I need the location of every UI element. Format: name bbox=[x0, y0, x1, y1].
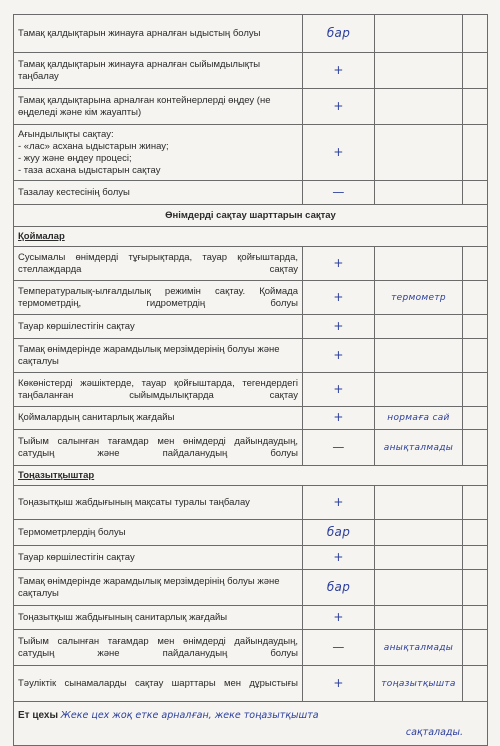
row-extra bbox=[463, 125, 488, 181]
row-extra bbox=[463, 430, 488, 466]
row-mark: — bbox=[303, 181, 375, 205]
row-description: Тоңазытқыш жабдығының санитарлық жағдайы bbox=[14, 606, 303, 630]
row-mark: + bbox=[303, 546, 375, 570]
table-row bbox=[14, 546, 488, 570]
table-row bbox=[14, 89, 488, 125]
desc-line: - таза асхана ыдыстарын сақтау bbox=[18, 164, 161, 176]
row-note bbox=[375, 181, 463, 205]
row-mark: + bbox=[303, 125, 375, 181]
subsection-title-storage: Қоймалар bbox=[14, 227, 488, 247]
table-row bbox=[14, 430, 488, 466]
table-row bbox=[14, 373, 488, 407]
table-row bbox=[14, 486, 488, 520]
row-description: Тамақ қалдықтарын жинауға арналған сыйымдылықты таңбалау bbox=[14, 53, 303, 89]
inspection-table bbox=[13, 14, 488, 746]
footer-cell bbox=[14, 702, 488, 746]
subsection-row bbox=[14, 227, 488, 247]
row-mark: + bbox=[303, 281, 375, 315]
footer-label: Ет цехы bbox=[18, 709, 59, 721]
row-mark: — bbox=[303, 430, 375, 466]
row-extra bbox=[463, 520, 488, 546]
row-mark: бар bbox=[303, 15, 375, 53]
table-row bbox=[14, 125, 488, 181]
row-extra bbox=[463, 666, 488, 702]
row-note bbox=[375, 53, 463, 89]
row-mark: — bbox=[303, 630, 375, 666]
section-row bbox=[14, 205, 488, 227]
desc-line: - жуу және өңдеу процесі; bbox=[18, 152, 132, 164]
row-extra bbox=[463, 15, 488, 53]
row-note: анықталмады bbox=[375, 630, 463, 666]
row-description: Тыйым салынған тағамдар мен өнімдерді дайындаудың, сатудың және пайдаланудың болуы bbox=[14, 630, 303, 666]
row-description: Тәуліктік сынамаларды сақтау шарттары мен дұрыстығы bbox=[14, 666, 303, 702]
table-row bbox=[14, 630, 488, 666]
row-note bbox=[375, 247, 463, 281]
row-mark: + bbox=[303, 606, 375, 630]
row-description: Көкөністерді жәшіктерде, тауар қойғыштарда, тегендердегі таңбаланған сыйымдылықтарда сақтау bbox=[14, 373, 303, 407]
row-description: Тоңазытқыш жабдығының мақсаты туралы таңбалау bbox=[14, 486, 303, 520]
row-extra bbox=[463, 486, 488, 520]
row-extra bbox=[463, 373, 488, 407]
row-mark: + bbox=[303, 666, 375, 702]
row-description: Қоймалардың санитарлық жағдайы bbox=[14, 407, 303, 430]
row-mark: + bbox=[303, 373, 375, 407]
table-row bbox=[14, 315, 488, 339]
table-row bbox=[14, 15, 488, 53]
footer-handwritten-line2: сақталады. bbox=[405, 726, 463, 738]
row-note bbox=[375, 546, 463, 570]
row-description: Тауар көршілестігін сақтау bbox=[14, 315, 303, 339]
row-mark: + bbox=[303, 315, 375, 339]
row-description bbox=[14, 125, 303, 181]
row-note bbox=[375, 315, 463, 339]
table-row bbox=[14, 520, 488, 546]
row-extra bbox=[463, 606, 488, 630]
table-row bbox=[14, 606, 488, 630]
row-extra bbox=[463, 89, 488, 125]
row-note: термометр bbox=[375, 281, 463, 315]
row-note bbox=[375, 125, 463, 181]
row-note bbox=[375, 339, 463, 373]
row-description: Тамақ өнімдерінде жарамдылық мерзімдерінің болуы және сақталуы bbox=[14, 570, 303, 606]
row-note bbox=[375, 373, 463, 407]
row-extra bbox=[463, 181, 488, 205]
table-row bbox=[14, 53, 488, 89]
row-description: Тазалау кестесінің болуы bbox=[14, 181, 303, 205]
row-extra bbox=[463, 630, 488, 666]
row-extra bbox=[463, 281, 488, 315]
row-mark: бар bbox=[303, 570, 375, 606]
desc-line: - «лас» асхана ыдыстарын жинау; bbox=[18, 140, 169, 152]
row-note bbox=[375, 606, 463, 630]
row-note bbox=[375, 520, 463, 546]
row-extra bbox=[463, 546, 488, 570]
row-note bbox=[375, 89, 463, 125]
table-row bbox=[14, 666, 488, 702]
row-extra bbox=[463, 407, 488, 430]
table-row bbox=[14, 339, 488, 373]
table-row bbox=[14, 407, 488, 430]
row-note: нормаға сай bbox=[375, 407, 463, 430]
row-note bbox=[375, 486, 463, 520]
row-extra bbox=[463, 247, 488, 281]
row-extra bbox=[463, 53, 488, 89]
row-extra bbox=[463, 315, 488, 339]
row-mark: + bbox=[303, 407, 375, 430]
row-mark: + bbox=[303, 247, 375, 281]
row-note: тоңазытқышта bbox=[375, 666, 463, 702]
desc-line: Ағындылықты сақтау: bbox=[18, 128, 114, 140]
footer-handwritten-line1: Жеке цех жоқ етке арналған, жеке тоңазытқышта bbox=[60, 709, 319, 721]
row-description: Температуралық-ылғалдылық режимін сақтау. Қоймада термометрдің, гидрометрдің болуы bbox=[14, 281, 303, 315]
row-mark: + bbox=[303, 89, 375, 125]
row-description: Тамақ қалдықтарына арналған контейнерлерді өңдеу (не өңделеді және кім жауапты) bbox=[14, 89, 303, 125]
subsection-title-fridges: Тоңазытқыштар bbox=[14, 466, 488, 486]
row-description: Тыйым салынған тағамдар мен өнімдерді дайындаудың, сатудың және пайдаланудың болуы bbox=[14, 430, 303, 466]
row-note bbox=[375, 15, 463, 53]
row-description: Тамақ өнімдерінде жарамдылық мерзімдерінің болуы және сақталуы bbox=[14, 339, 303, 373]
row-description: Тамақ қалдықтарын жинауға арналған ыдыстың болуы bbox=[14, 15, 303, 53]
subsection-row bbox=[14, 466, 488, 486]
footer-row bbox=[14, 702, 488, 746]
row-mark: + bbox=[303, 53, 375, 89]
table-row bbox=[14, 570, 488, 606]
row-description: Тауар көршілестігін сақтау bbox=[14, 546, 303, 570]
row-mark: + bbox=[303, 486, 375, 520]
row-mark: бар bbox=[303, 520, 375, 546]
table-row bbox=[14, 247, 488, 281]
section-title: Өнімдерді сақтау шарттарын сақтау bbox=[14, 205, 488, 227]
row-extra bbox=[463, 339, 488, 373]
row-note bbox=[375, 570, 463, 606]
table-row bbox=[14, 181, 488, 205]
row-extra bbox=[463, 570, 488, 606]
table-row bbox=[14, 281, 488, 315]
row-description: Сусымалы өнімдерді тұғырықтарда, тауар қойғыштарда, стеллаждарда сақтау bbox=[14, 247, 303, 281]
row-mark: + bbox=[303, 339, 375, 373]
row-description: Термометрлердің болуы bbox=[14, 520, 303, 546]
row-note: анықталмады bbox=[375, 430, 463, 466]
